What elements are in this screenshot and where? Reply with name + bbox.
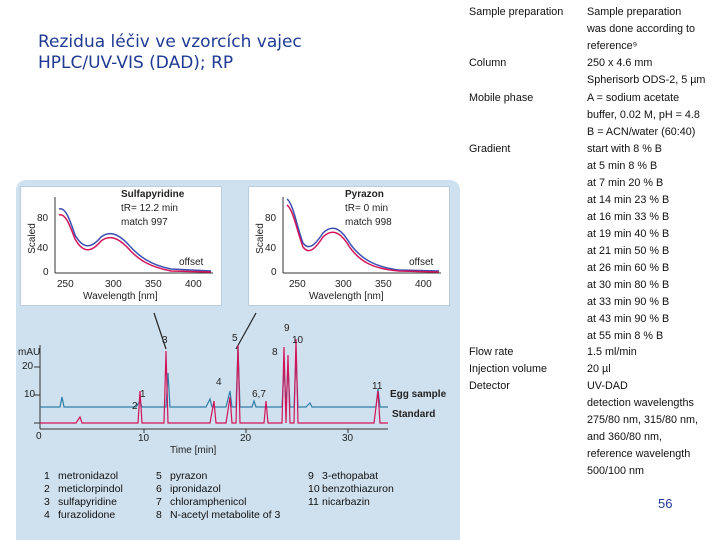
chromatogram [16,305,460,460]
legend-item: 11 nicarbazin [308,496,370,508]
spectrum-ytick: 0 [43,267,49,278]
peak-label: 4 [216,377,222,388]
legend-column [44,470,123,522]
peak-label: 9 [284,323,290,334]
chrom-xtick: 20 [240,433,252,444]
peak-label: 11 [372,381,383,392]
spectrum-xtick: 250 [289,279,306,290]
spectrum-sulfapyridine [20,186,222,306]
spectrum-offset: offset [409,257,434,268]
trace-label-egg: Egg sample [390,389,447,400]
spectrum-ytick: 80 [37,213,49,224]
chrom-xtick: 10 [138,433,150,444]
spectrum-compound-name: Pyrazon [345,189,384,200]
figure-panel [16,180,460,540]
spectrum-compound-name: Sulfapyridine [121,189,185,200]
peak-label: 3 [162,335,168,346]
trace-label-standard: Standard [392,409,436,420]
slide-title [38,32,302,74]
spectrum-xtick: 350 [145,279,162,290]
chrom-xtick: 0 [36,431,42,442]
peak-label: 8 [272,347,278,358]
spectrum-match: match 998 [345,217,392,228]
compound-legend [16,470,460,540]
peak-label: 6,7 [252,389,266,400]
chrom-ylabel: mAU [18,347,41,358]
page-number: 56 [658,496,673,511]
peak-label: 2 [132,401,138,412]
spectrum-offset: offset [179,257,204,268]
spectrum-ytick: 40 [37,243,49,254]
legend-item: 10 benzothiazuron [308,483,394,495]
legend-column [308,470,394,509]
spectrum-xlabel: Wavelength [nm] [83,291,158,302]
title-line-1: Rezidua léčiv ve vzorcích vajec [38,32,302,52]
spectrum-xtick: 300 [335,279,352,290]
spectrum-ytick: 80 [265,213,277,224]
peak-label: 1 [140,389,146,400]
spectrum-ylabel: Scaled [26,223,38,254]
peak-label: 10 [292,335,304,346]
chrom-xtick: 30 [342,433,354,444]
spectrum-xtick: 350 [375,279,392,290]
legend-item: 4 furazolidone [44,509,116,521]
legend-item: 1 metronidazol [44,470,119,482]
peak-label: 5 [232,333,238,344]
legend-item: 3 sulfapyridine [44,496,117,508]
method-table: Sample preparation Sample preparation was done according to reference⁹ Column 250 x 4.6 mm Spherisorb ODS-2, 5 µm Mobile phase A = sodium acetate buffer, 0.02 M, pH = 4.8 B = ACN/water (60:40) Gradient start with 8 % B at 5 min 8 % B at 7 min 20 % B at 14 min 23 % B at 16 min 33 % B at 19 min 40 % B at 21 min 50 % B at 26 min 60 % B at 30 min 80 % B at 33 min 90 % B at 43 min 90 % B at 55 min 8 % B Flow rate 1.5 ml/min Injection volume 20 µl Detector UV-DAD detection wavelengths 275/80 nm, 315/80 nm, and 360/80 nm, reference wavelength 500/100 nm [463,0,720,478]
spectrum-pyrazon [248,186,450,306]
chrom-ytick: 10 [24,389,36,400]
spectrum-xlabel: Wavelength [nm] [309,291,384,302]
chrom-xlabel: Time [min] [170,445,217,456]
legend-item: 2 meticlorpindol [44,483,123,495]
spectrum-retention-time: tR= 12.2 min [121,203,178,214]
spectrum-xtick: 400 [415,279,432,290]
legend-item: 6 ipronidazol [156,483,221,495]
title-line-2: HPLC/UV-VIS (DAD); RP [38,53,234,73]
legend-column [156,470,280,522]
spectrum-ytick: 0 [271,267,277,278]
chromatogram-plot [16,305,460,460]
chrom-ytick: 20 [22,361,34,372]
spectrum-match: match 997 [121,217,168,228]
spectrum-ylabel: Scaled [254,223,266,254]
spectrum-xtick: 250 [57,279,74,290]
spectrum-xtick: 300 [105,279,122,290]
legend-item: 7 chloramphenicol [156,496,247,508]
legend-item: 5 pyrazon [156,470,208,482]
legend-item: 8 N-acetyl metabolite of 3 [156,509,281,521]
spectrum-retention-time: tR= 0 min [345,203,389,214]
spectrum-xtick: 400 [185,279,202,290]
legend-item: 9 3-ethopabat [308,470,379,482]
spectrum-ytick: 40 [265,243,277,254]
